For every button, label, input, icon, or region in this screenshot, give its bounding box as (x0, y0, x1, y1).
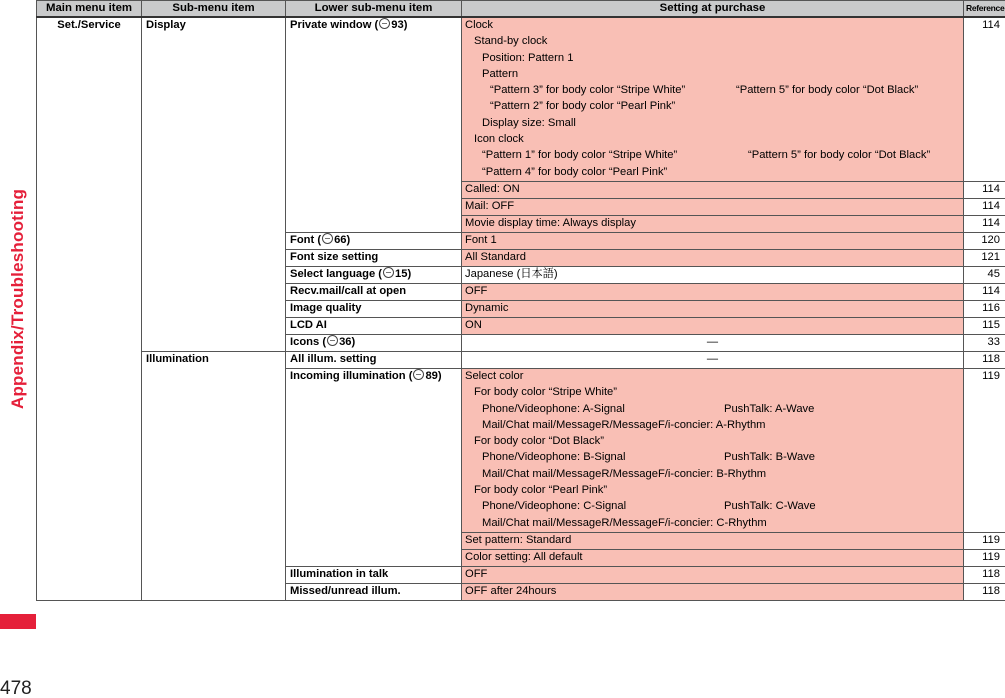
setting-illumination-in-talk: OFF (462, 566, 964, 583)
lower-font: Font ( 66) (286, 232, 462, 249)
setting-called: Called: ON (462, 181, 964, 198)
setting-icons: — (462, 334, 964, 351)
reference-cell: 45 (964, 266, 1005, 283)
side-tab (0, 0, 36, 698)
page-number: 478 (0, 678, 32, 698)
setting-font: Font 1 (462, 232, 964, 249)
lower-lcd-ai: LCD AI (286, 317, 462, 334)
reference-cell: 114 (964, 181, 1005, 198)
reference-cell: 120 (964, 232, 1005, 249)
setting-recv-mail: OFF (462, 283, 964, 300)
setting-language: Japanese (日本語) (462, 266, 964, 283)
header-main-menu-item: Main menu item (37, 1, 142, 18)
reference-cell: 114 (964, 215, 1005, 232)
setting-movie-display-time: Movie display time: Always display (462, 215, 964, 232)
table-row (37, 17, 1005, 181)
lower-select-language: Select language ( 15) (286, 266, 462, 283)
side-tab-label: Appendix/Troubleshooting (8, 188, 27, 410)
reference-cell: 33 (964, 334, 1005, 351)
settings-table (36, 0, 1005, 601)
sub-menu-display: Display (142, 17, 286, 351)
reference-cell: 119 (964, 549, 1005, 566)
reference-cell: 114 (964, 198, 1005, 215)
reference-cell: 116 (964, 300, 1005, 317)
setting-set-pattern: Set pattern: Standard (462, 532, 964, 549)
table-row (37, 351, 1005, 368)
header-setting-at-purchase: Setting at purchase (462, 1, 964, 18)
reference-cell: 114 (964, 283, 1005, 300)
menu-icon (413, 369, 424, 380)
header-lower-sub-menu-item: Lower sub-menu item (286, 1, 462, 18)
lower-icons: Icons ( 36) (286, 334, 462, 351)
reference-cell: 119 (964, 368, 1005, 532)
reference-cell: 119 (964, 532, 1005, 549)
reference-cell: 118 (964, 351, 1005, 368)
lower-image-quality: Image quality (286, 300, 462, 317)
setting-select-color: Select color For body color “Stripe White” Phone/Videophone: A-Signal PushTalk: A-Wave Mail/Chat mail/MessageR/MessageF/i-concier: A-Rhythm For body color “Dot Black” Phone/Videophone: B-Signal PushTalk: B-Wave Mail/Chat mail/MessageR/MessageF/i-concier: B-Rhythm For body color “Pearl Pink” Phone/Videophone: C-Signal PushTalk: C-Wave Mail/Chat mail/MessageR/MessageF/i-concier: C-Rhythm (462, 368, 964, 532)
lower-private-window: Private window ( 93) (286, 17, 462, 232)
menu-icon (383, 267, 394, 278)
setting-clock: Clock Stand-by clock Position: Pattern 1 Pattern “Pattern 3” for body color “Stripe White” “Pattern 5” for body color “Dot Black” “Pattern 2” for body color “Pearl Pink” Display size: Small Icon clock “Pattern 1” for body color “Stripe White” “Pattern 5” for body color “Dot Black” “Pattern 4” for body color “Pearl Pink” (462, 17, 964, 181)
setting-color-setting: Color setting: All default (462, 549, 964, 566)
header-sub-menu-item: Sub-menu item (142, 1, 286, 18)
main-menu-cell: Set./Service (37, 17, 142, 600)
lower-recv-mail-call-at-open: Recv.mail/call at open (286, 283, 462, 300)
lower-missed-unread-illum: Missed/unread illum. (286, 583, 462, 600)
setting-font-size: All Standard (462, 249, 964, 266)
side-tab-marker (0, 614, 36, 629)
reference-cell: 114 (964, 17, 1005, 181)
header-reference: Reference (964, 1, 1005, 18)
reference-cell: 118 (964, 583, 1005, 600)
setting-image-quality: Dynamic (462, 300, 964, 317)
menu-icon (327, 335, 338, 346)
setting-all-illum: — (462, 351, 964, 368)
menu-icon (322, 233, 333, 244)
lower-all-illum-setting: All illum. setting (286, 351, 462, 368)
reference-cell: 115 (964, 317, 1005, 334)
lower-illumination-in-talk: Illumination in talk (286, 566, 462, 583)
setting-mail: Mail: OFF (462, 198, 964, 215)
lower-font-size-setting: Font size setting (286, 249, 462, 266)
reference-cell: 121 (964, 249, 1005, 266)
table-header-row (37, 1, 1005, 18)
menu-icon (379, 18, 390, 29)
sub-menu-illumination: Illumination (142, 351, 286, 600)
reference-cell: 118 (964, 566, 1005, 583)
setting-missed-unread-illum: OFF after 24hours (462, 583, 964, 600)
lower-incoming-illumination: Incoming illumination ( 89) (286, 368, 462, 566)
setting-lcd-ai: ON (462, 317, 964, 334)
